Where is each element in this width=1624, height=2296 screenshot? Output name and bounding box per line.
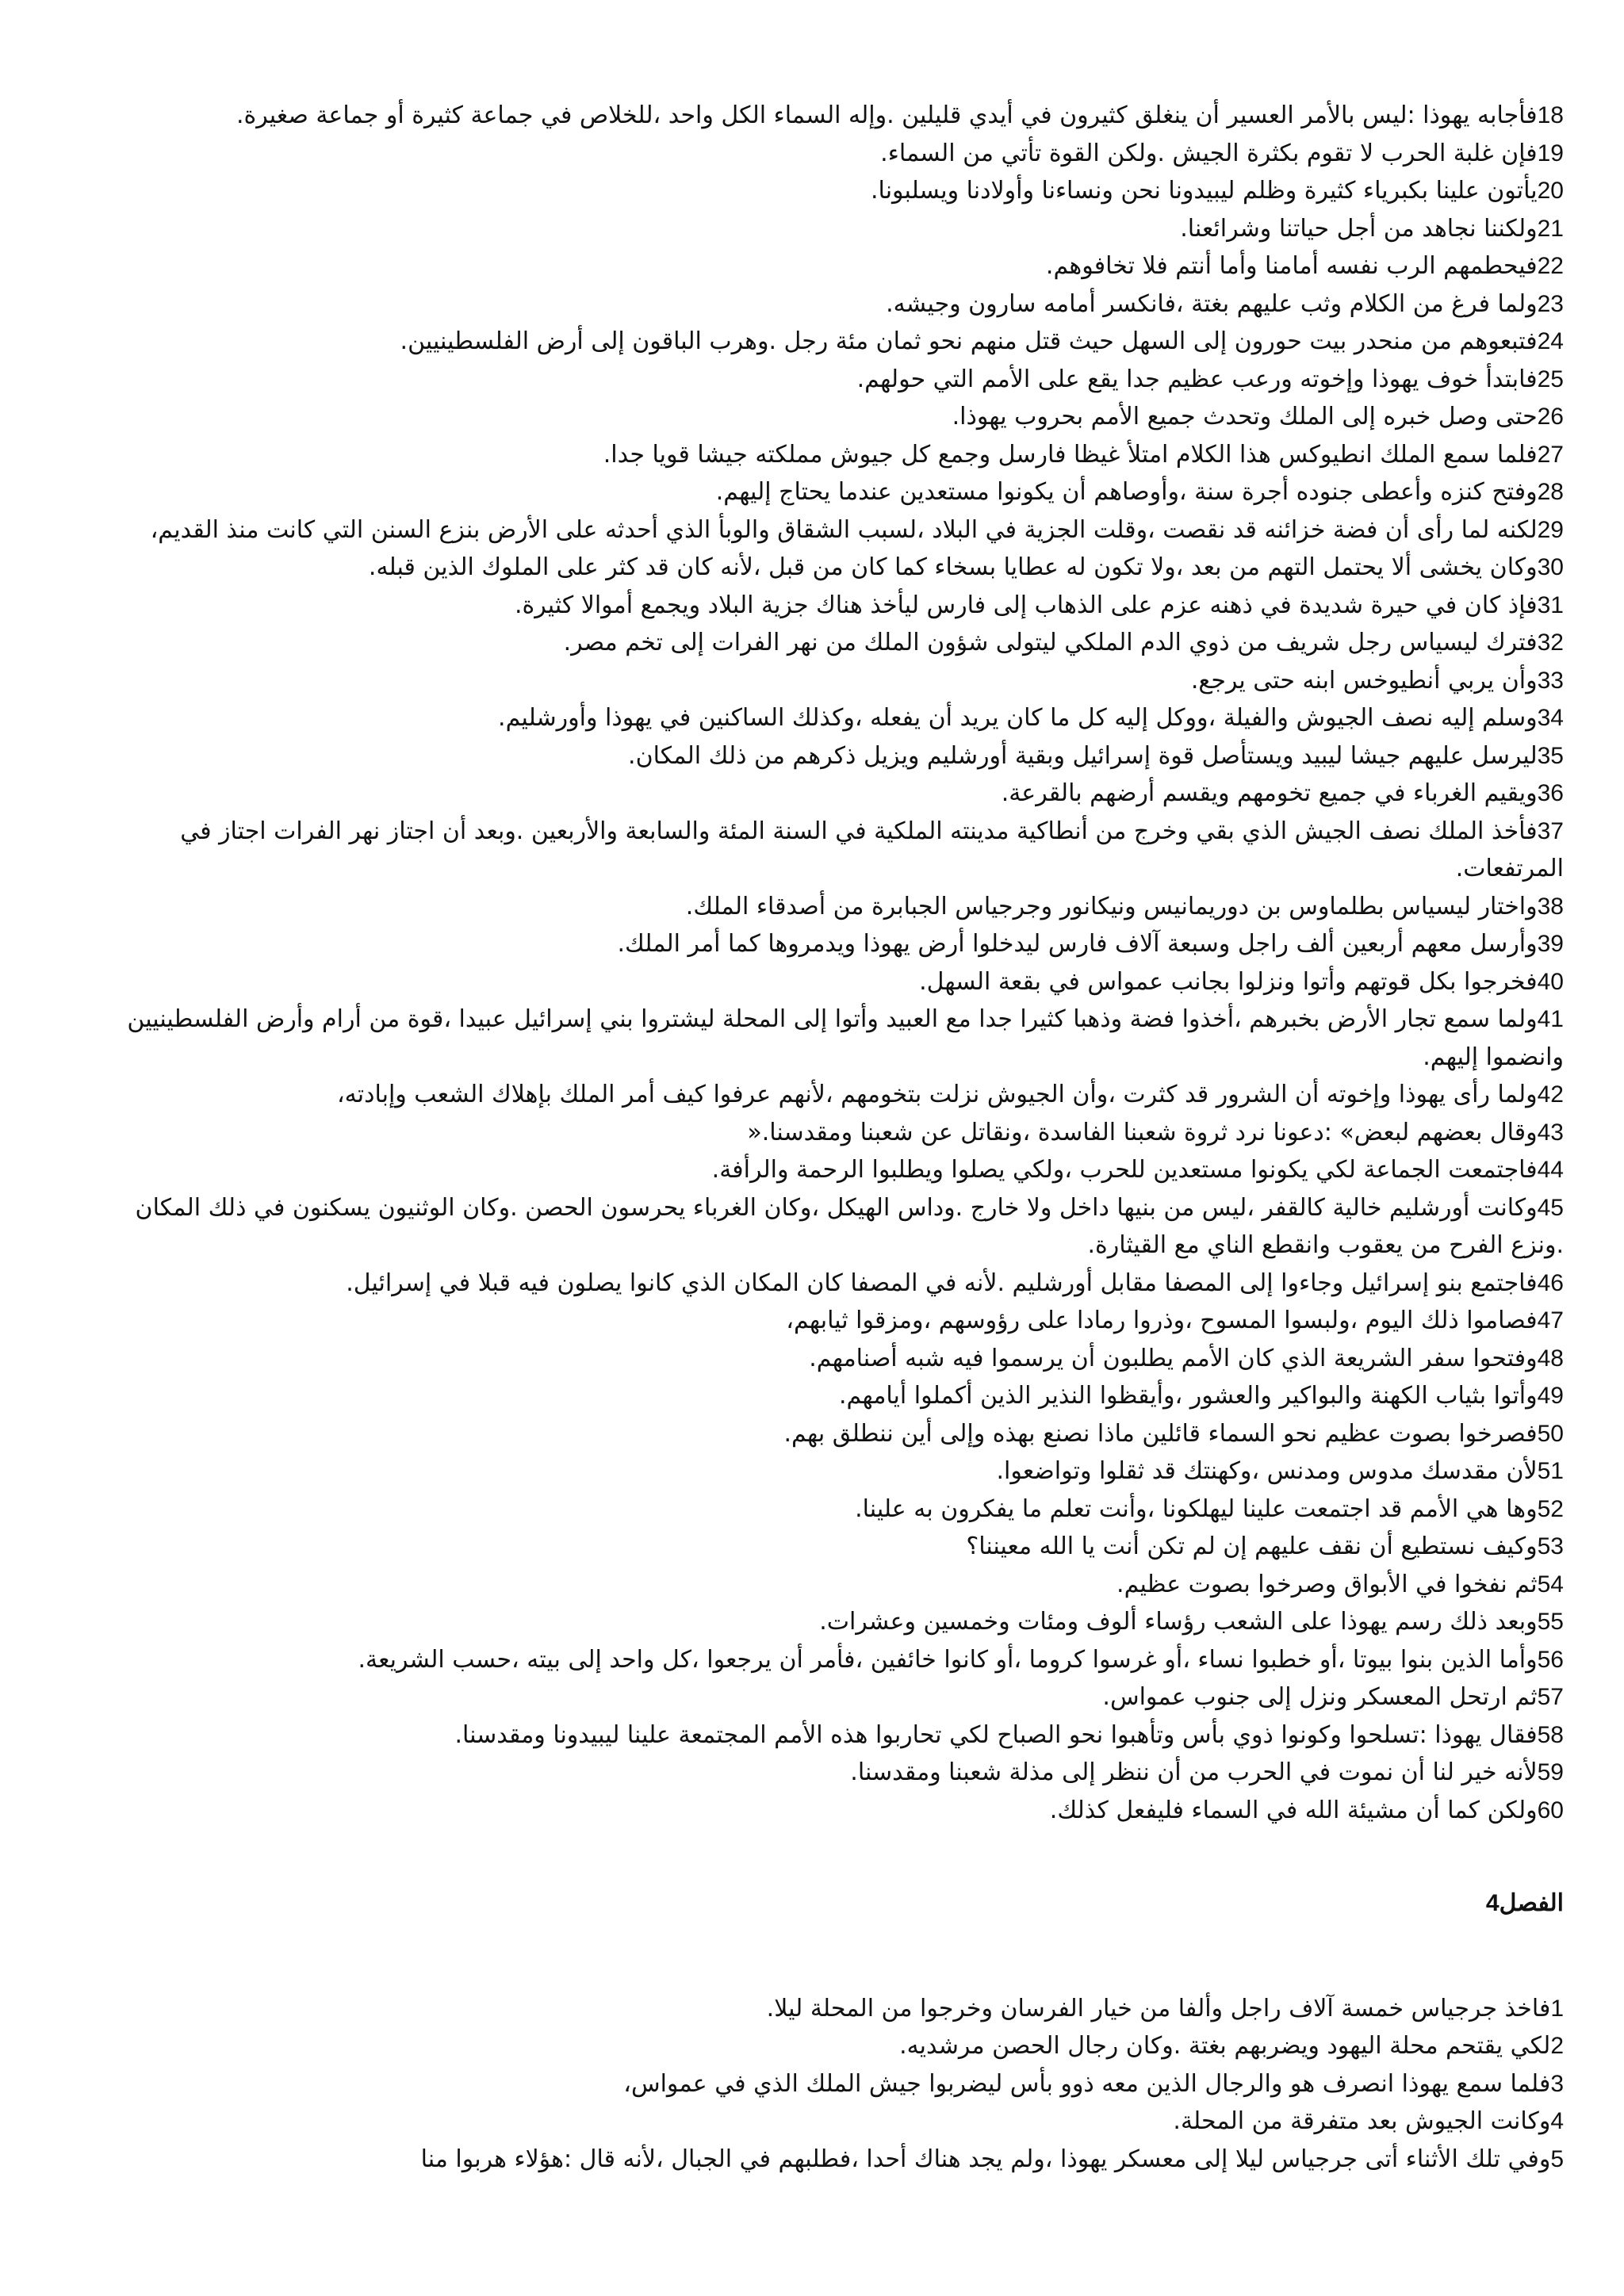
verse-text: وسلم إليه نصف الجيوش والفيلة ،ووكل إليه كل ما كان يريد أن يفعله ،وكذلك الساكنين في يهوذا وأورشليم. [498, 704, 1538, 732]
verse [103, 2141, 1564, 2179]
verse-number: 29 [1537, 516, 1564, 543]
verse-number: 40 [1537, 968, 1564, 995]
verse-number: 46 [1537, 1269, 1564, 1296]
verse [103, 172, 1564, 210]
verse-text: ثم ارتحل المعسكر ونزل إلى جنوب عمواس. [1102, 1683, 1538, 1711]
verse [103, 624, 1564, 662]
verse-text: وأن يربي أنطيوخس ابنه حتى يرجع. [1190, 666, 1538, 695]
verse-number: 39 [1537, 931, 1564, 957]
verse-number: 25 [1537, 365, 1564, 392]
verse-text: وأتوا بثياب الكهنة والبواكير والعشور ،وأيقظوا النذير الذين أكملوا أيامهم. [839, 1382, 1538, 1410]
verse-number: 55 [1537, 1609, 1564, 1635]
verse-text: وبعد ذلك رسم يهوذا على الشعب رؤساء ألوف ومئات وخمسين وعشرات. [819, 1608, 1538, 1636]
verse [103, 247, 1564, 285]
verse [103, 1415, 1564, 1453]
verse [103, 97, 1564, 135]
verse-number: 54 [1537, 1571, 1564, 1598]
verse-text: لكي يقتحم محلة اليهود ويضربهم بغتة .وكان رجال الحصن مرشديه. [899, 2032, 1551, 2060]
verse-text: وفتح كنزه وأعطى جنوده أجرة سنة ،وأوصاهم أن يكونوا مستعدين عندما يحتاج إليهم. [715, 478, 1538, 506]
verse [103, 361, 1564, 399]
verse-number: 53 [1537, 1533, 1564, 1559]
verse [103, 963, 1564, 1001]
verse [103, 1001, 1564, 1076]
verse [103, 1452, 1564, 1490]
verse-number: 31 [1537, 591, 1564, 618]
verse [103, 1151, 1564, 1189]
verse-number: 3 [1550, 2070, 1564, 2097]
verse-text: وأما الذين بنوا بيوتا ،أو خطبوا نساء ،أو غرسوا كروما ،أو كانوا خائفين ،فأمر أن يرجعوا ،كل واحد إلى بيته ،حسب الشريعة. [358, 1645, 1538, 1674]
verse [103, 1641, 1564, 1679]
verse-text: فلما سمع الملك انطيوكس هذا الكلام امتلأ غيظا فارسل وجمع كل جيوش مملكته جيشا قويا جدا. [603, 440, 1538, 469]
verse [103, 775, 1564, 813]
verse-number: 45 [1537, 1194, 1564, 1221]
verse [103, 1189, 1564, 1265]
chapter-heading: الفصل4 [1485, 1890, 1564, 1916]
verse-text: ولما فرغ من الكلام وثب عليهم بغتة ،فانكسر أمامه سارون وجيشه. [886, 289, 1538, 318]
verse-number: 34 [1537, 705, 1564, 731]
verse [103, 1302, 1564, 1340]
verse-text: فصرخوا بصوت عظيم نحو السماء قائلين ماذا نصنع بهذه وإلى أين ننطلق بهم. [783, 1419, 1538, 1448]
verse-number: 4 [1550, 2108, 1564, 2134]
verse-number: 60 [1537, 1797, 1564, 1823]
verse-text: حتى وصل خبره إلى الملك وتحدث جميع الأمم بحروب يهوذا. [952, 403, 1538, 430]
verse [103, 323, 1564, 361]
verse [103, 1340, 1564, 1378]
verse [103, 285, 1564, 323]
verse-text: وكانت أورشليم خالية كالقفر ،ليس من بنيها داخل ولا خارج .وداس الهيكل ،وكان الغرباء يحرسون الحصن .وكان الوثنيون يسكنون في ذلك المكان .ونزع الفرح من يعقوب وانقطع الناي مع القيثارة. [135, 1193, 1564, 1259]
verse-text: فلما سمع يهوذا انصرف هو والرجال الذين معه ذوو بأس ليضربوا جيش الملك الذي في عمواس، [623, 2069, 1551, 2098]
verse-text: ثم نفخوا في الأبواق وصرخوا بصوت عظيم. [1116, 1570, 1538, 1598]
verse-number: 56 [1537, 1646, 1564, 1673]
verse-text: فصاموا ذلك اليوم ،ولبسوا المسوح ،وذروا رمادا على رؤوسهم ،ومزقوا ثيابهم، [786, 1307, 1538, 1334]
verse [103, 662, 1564, 700]
verse-number: 1 [1550, 1995, 1564, 2022]
verse-number: 21 [1537, 215, 1564, 242]
verse-number: 42 [1537, 1081, 1564, 1108]
verse-text: لكنه لما رأى أن فضة خزائنه قد نقصت ،وقلت الجزية في البلاد ،لسبب الشقاق والوبأ الذي أحدثه على الأرض بنزع السنن التي كانت منذ القديم، [150, 515, 1538, 544]
verse [103, 473, 1564, 511]
verse-text: وها هي الأمم قد اجتمعت علينا ليهلكونا ،وأنت تعلم ما يفكرون به علينا. [855, 1494, 1538, 1523]
verse-number: 28 [1537, 479, 1564, 505]
document-page [103, 97, 1564, 2178]
verse-text: ولكن كما أن مشيئة الله في السماء فليفعل كذلك. [1049, 1796, 1538, 1824]
verse-number: 32 [1537, 629, 1564, 656]
verse-number: 26 [1537, 404, 1564, 430]
verse-number: 20 [1537, 178, 1564, 204]
verse-number: 48 [1537, 1345, 1564, 1372]
verse-text: فخرجوا بكل قوتهم وأتوا ونزلوا بجانب عمواس في بقعة السهل. [919, 967, 1538, 996]
verse-number: 59 [1537, 1759, 1564, 1785]
verse-text: وفي تلك الأثناء أتى جرجياس ليلا إلى معسكر يهوذا ،ولم يجد هناك أحدا ،فطلبهم في الجبال ،لأنه قال :هؤلاء هربوا منا [420, 2145, 1551, 2173]
verse-text: واختار ليسياس بطلماوس بن دوريمانيس ونيكانور وجرجياس الجبابرة من أصدقاء الملك. [685, 892, 1538, 920]
verse [103, 737, 1564, 775]
verse [103, 1265, 1564, 1303]
verse-number: 24 [1537, 328, 1564, 354]
verse-number: 57 [1537, 1684, 1564, 1710]
verse [103, 587, 1564, 625]
verse-text: وكيف نستطيع أن نقف عليهم إن لم تكن أنت يا الله معيننا؟ [966, 1533, 1538, 1560]
verse-text: فاجتمع بنو إسرائيل وجاءوا إلى المصفا مقابل أورشليم .لأنه في المصفا كان المكان الذي كانوا يصلون فيه قبلا في إسرائيل. [346, 1269, 1538, 1297]
verse-text: فيحطمهم الرب نفسه أمامنا وأما أنتم فلا تخافوهم. [1045, 252, 1538, 280]
verse-number: 30 [1537, 554, 1564, 580]
verse [103, 1566, 1564, 1604]
verse-number: 52 [1537, 1495, 1564, 1522]
verse-text: فتبعوهم من منحدر بيت حورون إلى السهل حيث قتل منهم نحو ثمان مئة رجل .وهرب الباقون إلى أرض الفلسطينيين. [400, 327, 1538, 355]
verse-number: 49 [1537, 1383, 1564, 1409]
verse [103, 436, 1564, 474]
verse [103, 925, 1564, 963]
verse-text: وكان يخشى ألا يحتمل التهم من بعد ،ولا تكون له عطايا بسخاء كما كان من قبل ،لأنه كان قد كثر على الملوك الذين قبله. [368, 553, 1538, 581]
verse-number: 47 [1537, 1307, 1564, 1334]
verse-text: وفتحوا سفر الشريعة الذي كان الأمم يطلبون أن يرسموا فيه شبه أصنامهم. [809, 1344, 1538, 1372]
verse-text: ولكننا نجاهد من أجل حياتنا وشرائعنا. [1180, 214, 1538, 243]
verse-text: فأخذ الملك نصف الجيش الذي بقي وخرج من أنطاكية مدينته الملكية في السنة المئة والسابعة والأربعين .وبعد أن اجتاز نهر الفرات اجتاز في المرتفعات. [180, 817, 1564, 882]
verse-text: فأجابه يهوذا :ليس بالأمر العسير أن ينغلق كثيرون في أيدي قليلين .وإله السماء الكل واحد ،للخلاص في جماعة كثيرة أو جماعة صغيرة. [236, 101, 1538, 129]
verse [103, 813, 1564, 888]
verse-text: فإن غلبة الحرب لا تقوم بكثرة الجيش .ولكن القوة تأتي من السماء. [880, 139, 1538, 167]
verse-number: 23 [1537, 290, 1564, 317]
verse-text: ولما رأى يهوذا وإخوته أن الشرور قد كثرت ،وأن الجيوش نزلت بتخومهم ،لأنهم عرفوا كيف أمر الملك بإهلاك الشعب وإبادته، [336, 1081, 1538, 1108]
verse-number: 2 [1550, 2033, 1564, 2059]
verse-number: 51 [1537, 1458, 1564, 1484]
verse [103, 1603, 1564, 1641]
verse-number: 43 [1537, 1119, 1564, 1146]
verse [103, 1490, 1564, 1529]
verse-text: ولما سمع تجار الأرض بخبرهم ،أخذوا فضة وذهبا كثيرا جدا مع العبيد وأتوا إلى المحلة ليشتروا بني إسرائيل عبيدا ،قوة من أرام وأرض الفلسطينيين وانضموا إليهم. [127, 1005, 1564, 1071]
verse [103, 1114, 1564, 1152]
verse [103, 210, 1564, 248]
verse [103, 2103, 1564, 2141]
verse [103, 2065, 1564, 2103]
verse-text: فاخذ جرجياس خمسة آلاف راجل وألفا من خيار الفرسان وخرجوا من المحلة ليلا. [766, 1994, 1551, 2022]
verse-text: فترك ليسياس رجل شريف من ذوي الدم الملكي ليتولى شؤون الملك من نهر الفرات إلى تخم مصر. [563, 629, 1538, 656]
verse-number: 27 [1537, 441, 1564, 468]
verse [103, 1528, 1564, 1566]
verse-text: ويقيم الغرباء في جميع تخومهم ويقسم أرضهم بالقرعة. [1001, 779, 1538, 807]
verse-text: يأتون علينا بكبرياء كثيرة وظلم ليبيدونا نحن ونساءنا وأولادنا ويسلبونا. [871, 177, 1538, 205]
verse [103, 1754, 1564, 1792]
verse [103, 135, 1564, 173]
verse-number: 19 [1537, 140, 1564, 166]
verse-number: 5 [1550, 2145, 1564, 2172]
chapter3-verses [103, 97, 1564, 1829]
verse [103, 511, 1564, 549]
verse [103, 1990, 1564, 2028]
verse-text: وقال بعضهم لبعض» :دعونا نرد ثروة شعبنا الفاسدة ،ونقاتل عن شعبنا ومقدسنا.« [747, 1118, 1538, 1146]
verse-number: 35 [1537, 742, 1564, 769]
verse [103, 2027, 1564, 2065]
verse [103, 1678, 1564, 1716]
verse [103, 398, 1564, 436]
verse-text: فابتدأ خوف يهوذا وإخوته ورعب عظيم جدا يقع على الأمم التي حولهم. [856, 365, 1538, 393]
verse [103, 1716, 1564, 1755]
verse-text: فإذ كان في حيرة شديدة في ذهنه عزم على الذهاب إلى فارس ليأخذ هناك جزية البلاد ويجمع أموالا كثيرة. [515, 591, 1538, 619]
verse-text: لأن مقدسك مدوس ومدنس ،وكهنتك قد ثقلوا وتواضعوا. [996, 1457, 1538, 1485]
verse-number: 36 [1537, 780, 1564, 806]
verse [103, 1377, 1564, 1415]
verse-number: 58 [1537, 1721, 1564, 1748]
verse-number: 44 [1537, 1157, 1564, 1183]
verse-number: 33 [1537, 667, 1564, 694]
verse-text: فقال يهوذا :تسلحوا وكونوا ذوي بأس وتأهبوا نحو الصباح لكي تحاربوا هذه الأمم المجتمعة علينا ليبيدونا ومقدسنا. [454, 1720, 1538, 1749]
verse-number: 50 [1537, 1420, 1564, 1447]
verse [103, 1792, 1564, 1830]
verse-text: وكانت الجيوش بعد متفرقة من المحلة. [1173, 2107, 1551, 2135]
verse [103, 549, 1564, 587]
verse-text: ليرسل عليهم جيشا ليبيد ويستأصل قوة إسرائيل وبقية أورشليم ويزيل ذكرهم من ذلك المكان. [628, 741, 1538, 770]
chapter4-verses [103, 1990, 1564, 2179]
verse-number: 38 [1537, 893, 1564, 920]
verse [103, 1076, 1564, 1114]
verse-number: 18 [1537, 102, 1564, 128]
verse-number: 22 [1537, 253, 1564, 279]
verse [103, 888, 1564, 926]
verse-number: 37 [1537, 817, 1564, 844]
verse [103, 699, 1564, 737]
verse-text: فاجتمعت الجماعة لكي يكونوا مستعدين للحرب ،ولكي يصلوا ويطلبوا الرحمة والرأفة. [711, 1156, 1538, 1184]
verse-number: 41 [1537, 1006, 1564, 1032]
verse-text: وأرسل معهم أربعين ألف راجل وسبعة آلاف فارس ليدخلوا أرض يهوذا ويدمروها كما أمر الملك. [617, 930, 1538, 958]
verse-text: لأنه خير لنا أن نموت في الحرب من أن ننظر إلى مذلة شعبنا ومقدسنا. [850, 1758, 1538, 1786]
